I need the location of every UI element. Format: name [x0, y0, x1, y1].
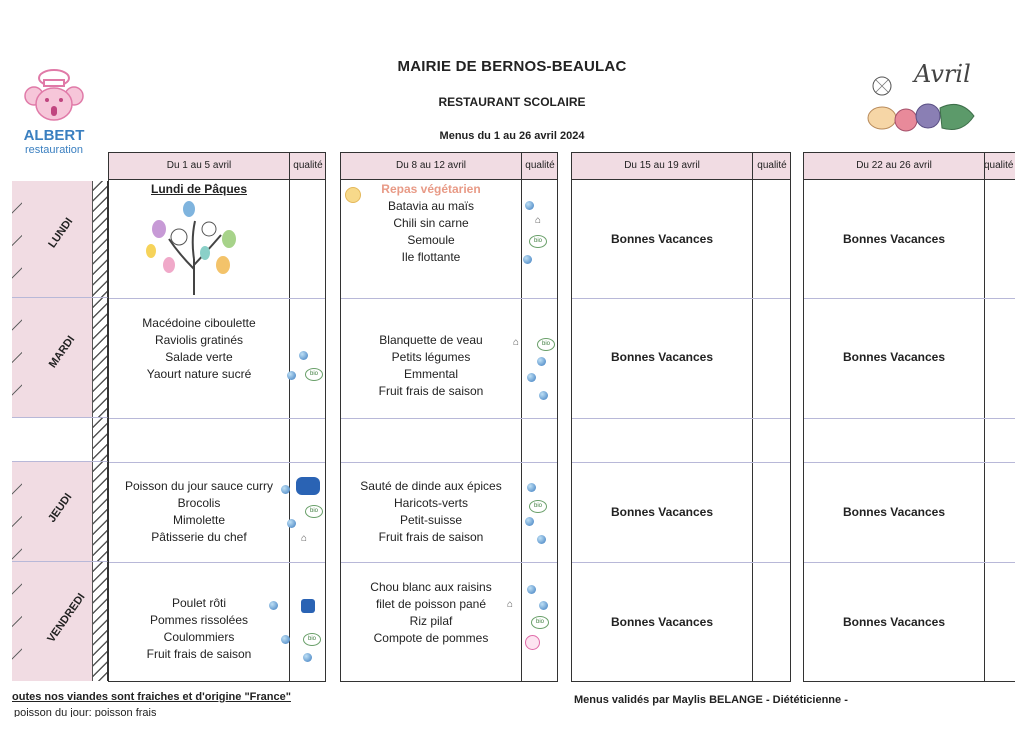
local-product-icon: ⌂: [513, 337, 520, 348]
menu-item: Yaourt nature sucré: [146, 367, 252, 381]
day-mardi: MARDI: [12, 297, 108, 417]
seasonal-product-icon: [525, 635, 540, 650]
quality-label-icon: [537, 535, 546, 544]
label-rouge-icon: [301, 599, 315, 613]
quality-label-icon: [287, 371, 296, 380]
easter-monday-label: Lundi de Pâques: [150, 182, 247, 196]
day-jeudi: JEUDI: [12, 461, 108, 561]
local-product-icon: ⌂: [301, 533, 308, 544]
week-2-lundi-menu: [341, 198, 521, 266]
week-1-header: Du 1 au 5 avril qualité: [109, 153, 325, 180]
menu-item: Pâtisserie du chef: [151, 530, 247, 544]
footer-validation: Menus validés par Maylis BELANGE - Diététicienne -: [574, 694, 848, 706]
menu-item: Chou blanc aux raisins: [370, 580, 492, 594]
menu-item: Compote de pommes: [373, 631, 489, 645]
week-1-mardi-menu: [109, 315, 289, 383]
day-column: [12, 181, 108, 681]
week-2-jeudi-menu: [341, 478, 521, 546]
quality-label-icon: [281, 635, 290, 644]
menu-item: Batavia au maïs: [387, 199, 475, 213]
vacation-label-vendredi: Bonnes Vacances: [842, 615, 946, 629]
msc-fish-icon: [296, 477, 320, 495]
vacation-label-lundi: Bonnes Vacances: [610, 232, 714, 246]
vacation-label-mardi: Bonnes Vacances: [842, 350, 946, 364]
quality-label-icon: [527, 483, 536, 492]
organic-bio-icon: bio: [537, 338, 555, 351]
april-illustration: [862, 58, 982, 138]
quality-label-icon: [527, 585, 536, 594]
quality-label-icon: [269, 601, 278, 610]
quality-label-icon: [287, 519, 296, 528]
quality-label-icon: [525, 517, 534, 526]
easter-tree-icon: [139, 199, 249, 297]
week-3-header: Du 15 au 19 avril qualité: [572, 153, 790, 180]
week-4-panel: [803, 152, 1015, 682]
menu-item: Chili sin carne: [393, 216, 469, 230]
quality-label-icon: [539, 601, 548, 610]
quality-label-icon: [523, 255, 532, 264]
menu-item: Coulommiers: [163, 630, 235, 644]
vacation-label-mardi: Bonnes Vacances: [610, 350, 714, 364]
week-1-vendredi-menu: [109, 595, 289, 663]
menu-item: Haricots-verts: [393, 496, 468, 510]
organic-bio-icon: bio: [305, 505, 323, 518]
month-name: Avril: [914, 60, 971, 88]
menu-item: Mimolette: [172, 513, 225, 527]
menu-item: Ile flottante: [401, 250, 461, 264]
menu-item: Salade verte: [165, 350, 233, 364]
vacation-label-vendredi: Bonnes Vacances: [610, 615, 714, 629]
week-2-mardi-menu: [341, 332, 521, 400]
organic-bio-icon: bio: [303, 633, 321, 646]
quality-label-icon: [281, 485, 290, 494]
week-2-panel: [340, 152, 558, 682]
week-1-panel: [108, 152, 326, 682]
day-lundi: LUNDI: [12, 181, 108, 297]
menu-item: Poisson du jour sauce curry: [124, 479, 274, 493]
menu-item: Petits légumes: [391, 350, 471, 364]
quality-label-icon: [303, 653, 312, 662]
quality-label-icon: [537, 357, 546, 366]
menu-item: Poulet rôti: [171, 596, 227, 610]
local-product-icon: ⌂: [535, 215, 542, 226]
day-mercredi-empty: [12, 417, 108, 461]
organic-bio-icon: bio: [529, 235, 547, 248]
menu-item: filet de poisson pané: [375, 597, 487, 611]
quality-label-icon: [299, 351, 308, 360]
organic-bio-icon: bio: [305, 368, 323, 381]
logo-name: ALBERT: [23, 127, 85, 144]
quality-label-icon: [539, 391, 548, 400]
organic-bio-icon: bio: [529, 500, 547, 513]
menu-item: Sauté de dinde aux épices: [360, 479, 502, 493]
organic-bio-icon: bio: [531, 616, 549, 629]
vacation-label-jeudi: Bonnes Vacances: [842, 505, 946, 519]
week-2-header: Du 8 au 12 avril qualité: [341, 153, 557, 180]
page-title: MAIRIE DE BERNOS-BEAULAC: [397, 58, 627, 75]
menu-item: Riz pilaf: [409, 614, 453, 628]
menu-item: Semoule: [407, 233, 455, 247]
vacation-label-jeudi: Bonnes Vacances: [610, 505, 714, 519]
week-2-vendredi-menu: [341, 579, 521, 647]
quality-label-icon: [527, 373, 536, 382]
menu-item: Fruit frais de saison: [146, 647, 252, 661]
menu-item: Raviolis gratinés: [154, 333, 244, 347]
logo-tagline: restauration: [24, 144, 84, 156]
menu-item: Macédoine ciboulette: [142, 316, 256, 330]
quality-label-icon: [525, 201, 534, 210]
menu-item: Fruit frais de saison: [378, 530, 484, 544]
week-4-header: Du 22 au 26 avril qualité: [804, 153, 1015, 180]
menu-item: Pommes rissolées: [149, 613, 249, 627]
menu-item: Brocolis: [177, 496, 221, 510]
menu-period: Menus du 1 au 26 avril 2024: [439, 130, 585, 142]
albert-logo: [14, 68, 94, 156]
menu-item: Petit-suisse: [399, 513, 463, 527]
menu-item: Fruit frais de saison: [378, 384, 484, 398]
footer-fish-note: poisson du jour: poisson frais: [14, 707, 157, 717]
week-1-jeudi-menu: [109, 478, 289, 546]
koala-chef-icon: [14, 68, 94, 126]
vacation-label-lundi: Bonnes Vacances: [842, 232, 946, 246]
week-3-panel: [571, 152, 791, 682]
footer-meat-origin-note: outes nos viandes sont fraiches et d'origine "France": [12, 691, 291, 703]
local-product-icon: ⌂: [507, 599, 514, 610]
vegetarian-meal-label: Repas végétarien: [381, 182, 481, 196]
day-vendredi: VENDREDI: [12, 561, 108, 681]
menu-item: Emmental: [403, 367, 459, 381]
menu-item: Blanquette de veau: [379, 333, 483, 347]
page-subtitle: RESTAURANT SCOLAIRE: [438, 95, 586, 109]
